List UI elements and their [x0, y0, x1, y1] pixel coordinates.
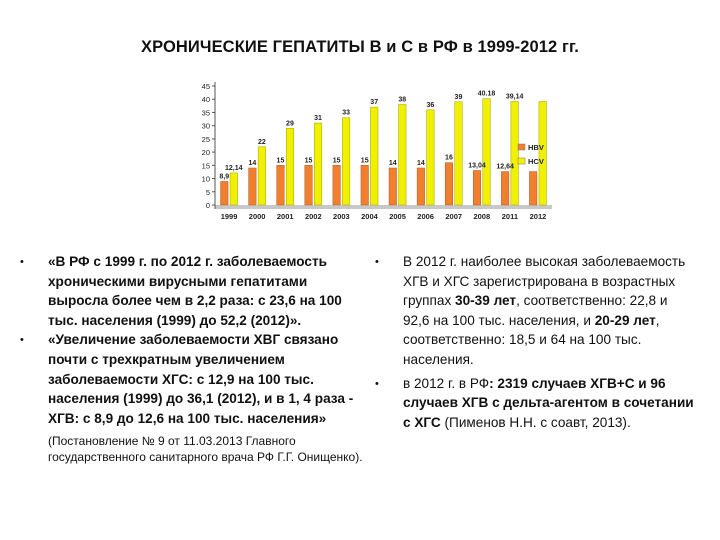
bullet-dot: •	[375, 256, 379, 268]
hbv-data-label: 16	[445, 154, 453, 162]
chart-floor	[215, 205, 552, 209]
y-tick-label: 40	[201, 95, 210, 105]
text-span: , соответственно: 22,8 и 92,6 на 100 тыс. населения, и	[403, 293, 668, 328]
legend-swatch	[518, 144, 525, 150]
hcv-bar	[399, 105, 407, 205]
left-bullet-1-text: «В РФ с 1999 г. по 2012 г. заболеваемость хроническими вирусными гепатитами выросла более чем в 2,2 раза: с 23,6 на 100 тыс. населения (1999) до 52,2 (2012)».	[48, 254, 342, 328]
hcv-bar	[483, 99, 491, 205]
y-tick-label: 45	[201, 82, 210, 91]
hbv-data-label: 15	[360, 157, 369, 165]
left-column	[20, 252, 365, 465]
x-tick-label: 2012	[529, 212, 547, 221]
hbv-data-label: 14	[416, 159, 425, 167]
y-tick-label: 5	[205, 187, 210, 197]
hbv-data-label: 12,64	[496, 163, 514, 171]
text-span: В 2012 г. наиболее высокая заболеваемость ХГВ и ХГС зарегистрирована в возрастных группах	[403, 254, 686, 309]
source-note: (Постановление № 9 от 11.03.2013 Главного государственного санитарного врача РФ Г.Г. Онищенко).	[48, 434, 363, 464]
cases-count-text: : 2319 случаев ХГВ+С и 96 случаев ХГВ с дельта-агентом в сочетании с ХГС	[403, 375, 694, 430]
hbv-data-label: 8,9	[219, 173, 230, 181]
hcv-bar	[455, 102, 463, 205]
hcv-data-label: 37	[370, 99, 379, 107]
hbv-bar	[445, 163, 453, 205]
hbv-bar	[501, 172, 509, 205]
x-tick-label: 1999	[220, 212, 238, 221]
bullet-dot: •	[375, 377, 379, 390]
x-tick-label: 2001	[276, 212, 294, 221]
hepatitis-bar-chart	[185, 74, 565, 224]
hcv-bar	[370, 107, 378, 205]
hcv-bar	[539, 101, 547, 205]
right-bullet-2-text	[403, 374, 695, 433]
y-tick-label: 35	[201, 108, 210, 118]
x-tick-label: 2003	[333, 212, 350, 221]
right-bullet-2	[375, 374, 695, 433]
hcv-data-label: 12,14	[225, 164, 243, 172]
x-tick-label: 2004	[361, 212, 378, 221]
hcv-bar	[342, 118, 350, 205]
legend-swatch	[518, 158, 525, 164]
hbv-bar	[389, 168, 397, 205]
hbv-bar	[305, 165, 313, 205]
hcv-data-label: 36	[426, 101, 435, 109]
y-tick-label: 15	[201, 161, 210, 171]
age-group-20-29: 20-29 лет	[594, 312, 656, 328]
text-span: в 2012 г. в РФ	[403, 375, 490, 391]
right-column	[375, 252, 695, 432]
bullet-dot: •	[20, 334, 24, 347]
x-tick-label: 2011	[501, 212, 519, 221]
hbv-bar	[417, 168, 425, 205]
x-tick-label: 2006	[417, 212, 434, 221]
hbv-data-label: 14	[388, 159, 397, 167]
left-bullet-1	[20, 252, 365, 330]
hbv-bar	[529, 172, 537, 205]
x-tick-label: 2000	[248, 212, 266, 221]
right-bullet-1-text	[403, 252, 695, 370]
y-tick-label: 10	[201, 174, 210, 184]
slide-title: ХРОНИЧЕСКИЕ ГЕПАТИТЫ В и С в РФ в 1999-2012 гг.	[140, 38, 579, 56]
hcv-bar	[230, 173, 238, 205]
hcv-bar	[511, 101, 519, 205]
hcv-data-label: 38	[398, 96, 407, 104]
y-tick-label: 25	[201, 134, 210, 144]
hcv-data-label: 39	[454, 93, 463, 101]
hcv-data-label: 29	[286, 120, 294, 128]
y-tick-label: 20	[201, 148, 210, 158]
age-group-30-39: 30-39 лет	[455, 293, 517, 309]
hbv-data-label: 15	[332, 157, 341, 165]
hcv-data-label: 40.18	[477, 90, 496, 98]
citation-text: (Пименов Н.Н. с соавт, 2013).	[440, 414, 631, 430]
text-span: , соответственно: 18,5 и 64 на 100 тыс. населения.	[403, 312, 660, 367]
hbv-bar	[333, 165, 341, 205]
hcv-data-label: 31	[314, 115, 322, 123]
hcv-data-label: 39,14	[505, 93, 524, 101]
bullet-dot: •	[20, 256, 24, 268]
x-tick-label: 2008	[473, 212, 491, 221]
hcv-data-label: 22	[257, 138, 266, 146]
x-tick-label: 2005	[389, 212, 406, 221]
hcv-bar	[427, 110, 435, 205]
hbv-data-label: 15	[304, 157, 313, 165]
legend-label: HBV	[528, 143, 544, 152]
left-bullet-2-text: «Увеличение заболеваемости ХВГ связано почти с трехкратным увеличением заболеваемости ХГС: с 12,9 на 100 тыс. населения (1999) до 36,1 (2012), и в 1, 4 раза - ХГВ: с 8,9 до 12,6 на 100 тыс. населения»	[48, 332, 354, 426]
hcv-bar	[314, 123, 322, 205]
hbv-bar	[249, 168, 257, 205]
x-tick-label: 2007	[445, 212, 463, 221]
right-bullet-1	[375, 252, 695, 370]
hbv-data-label: 15	[276, 157, 285, 165]
y-tick-label: 30	[201, 121, 210, 131]
hbv-bar	[361, 165, 369, 205]
y-tick-label: 0	[205, 201, 210, 210]
x-tick-label: 2002	[304, 212, 322, 221]
hbv-bar	[277, 165, 285, 205]
hcv-bar	[258, 147, 266, 205]
hcv-bar	[286, 128, 294, 205]
hbv-data-label: 13,04	[468, 162, 486, 170]
hbv-bar	[473, 171, 481, 205]
left-bullet-2	[20, 330, 365, 428]
hbv-data-label: 14	[248, 159, 257, 167]
hcv-data-label: 33	[342, 109, 351, 117]
hbv-bar	[221, 181, 229, 205]
legend-label: HCV	[528, 157, 544, 166]
